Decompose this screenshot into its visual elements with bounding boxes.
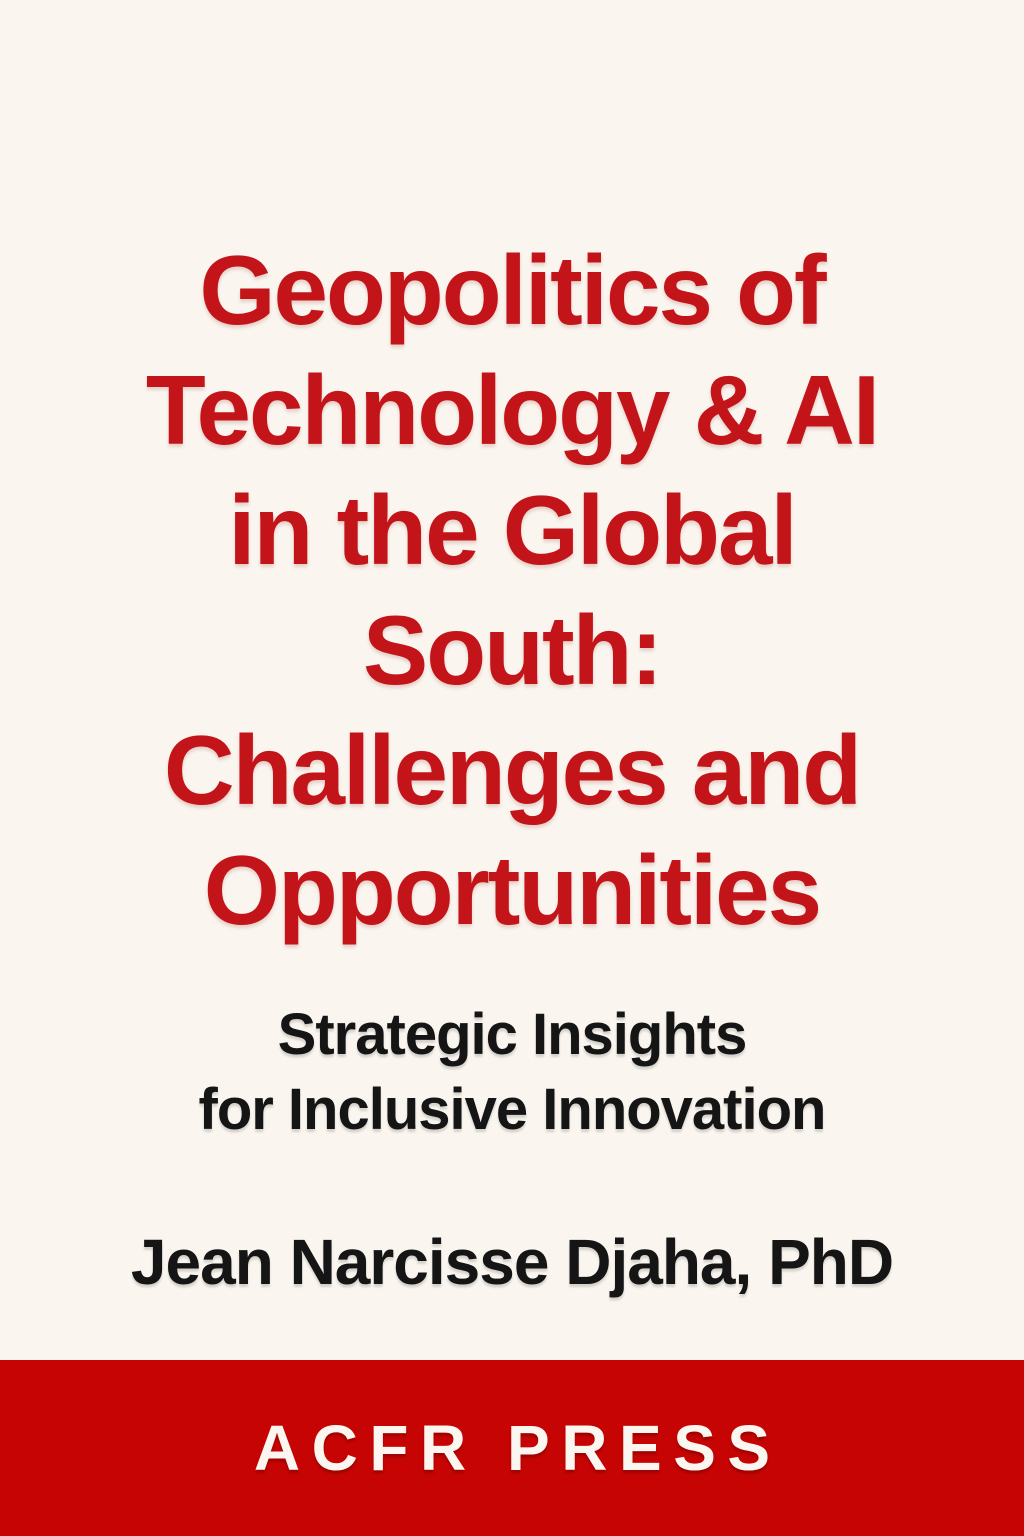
title-line-3: in the Global	[228, 475, 796, 585]
title-line-6: Opportunities	[203, 835, 821, 945]
title-line-5: Challenges and	[163, 715, 861, 825]
publisher-banner	[0, 1360, 1024, 1536]
title-line-1: Geopolitics of	[199, 235, 825, 345]
subtitle-line-1: Strategic Insights	[277, 1002, 747, 1067]
author-name: Jean Narcisse Djaha, PhD	[130, 1226, 894, 1298]
book-title	[0, 230, 1024, 950]
publisher-name: ACFR PRESS	[253, 1412, 782, 1484]
title-line-4: South:	[362, 595, 662, 705]
title-line-2: Technology & AI	[145, 355, 879, 465]
subtitle-line-2: for Inclusive Innovation	[198, 1077, 826, 1142]
book-subtitle	[0, 997, 1024, 1147]
